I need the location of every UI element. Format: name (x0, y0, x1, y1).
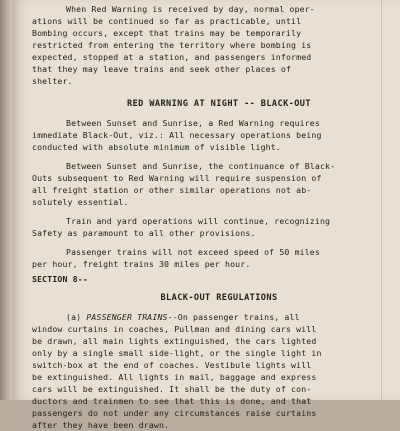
para6-line: be extinguished. All lights in mail, baggage and express (32, 372, 317, 382)
para6-line: window curtains in coaches, Pullman and dining cars will (32, 324, 317, 334)
para3-line: solutely essential. (32, 197, 129, 207)
para5-line: Passenger trains will not exceed speed of 50 miles (66, 247, 320, 257)
para1-line: ations will be continued so far as practicable, until (32, 16, 302, 26)
para3-line: Between Sunset and Sunrise, the continuance of Black- (66, 161, 336, 171)
para6-line: cars will be extinguished. It shall be the duty of con- (32, 384, 312, 394)
para6-line: be drawn, all main lights extinguished, the cars lighted (32, 336, 317, 346)
para6-first-line (32, 311, 400, 323)
para6-line: only by a single small side-light, or the single light in (32, 348, 322, 358)
book-binding (0, 0, 12, 400)
section-label: SECTION 8-- (32, 274, 88, 284)
para5-line: per hour, freight trains 30 miles per hour. (32, 259, 251, 269)
para6-prefix: (a) (66, 312, 87, 322)
para6-line: ductors and trainmen to see that this is done, and that (32, 396, 312, 406)
para4-line: Train and yard operations will continue, recognizing (66, 216, 331, 226)
page-text (32, 0, 400, 431)
para1-line: Bombing occurs, except that trains may be temporarily (32, 28, 302, 38)
heading-blackout-regulations: BLACK-OUT REGULATIONS (160, 293, 278, 303)
para4-line: Safety as paramount to all other provisions. (32, 228, 256, 238)
para2-line: conducted with absolute minimum of visible light. (32, 142, 281, 152)
heading-red-warning-night: RED WARNING AT NIGHT -- BLACK-OUT (127, 99, 311, 109)
para6-first-rest: --On passenger trains, all (167, 312, 300, 322)
passenger-trains-term: PASSENGER TRAINS (86, 312, 168, 322)
document-page (12, 0, 400, 430)
para1-line: shelter. (32, 76, 73, 86)
para2-line: Between Sunset and Sunrise, a Red Warning requires (66, 118, 320, 128)
para2-line: immediate Black-Out, viz.: All necessary operations being (32, 130, 322, 140)
para6-line: after they have been drawn. (32, 420, 170, 430)
para6-line: passengers do not under any circumstances raise curtains (32, 408, 317, 418)
para6-line: switch-box at the end of coaches. Vestibule lights will (32, 360, 312, 370)
para3-line: Outs subsequent to Red Warning will require suspension of (32, 173, 322, 183)
para3-line: all freight station or other similar operations not ab- (32, 185, 312, 195)
para1-line: When Red Warning is received by day, normal oper- (66, 4, 315, 14)
para1-line: expected, stopped at a station, and passengers informed (32, 52, 312, 62)
para1-line: restricted from entering the territory where bombing is (32, 40, 312, 50)
para1-line: that they may leave trains and seek other places of (32, 64, 292, 74)
